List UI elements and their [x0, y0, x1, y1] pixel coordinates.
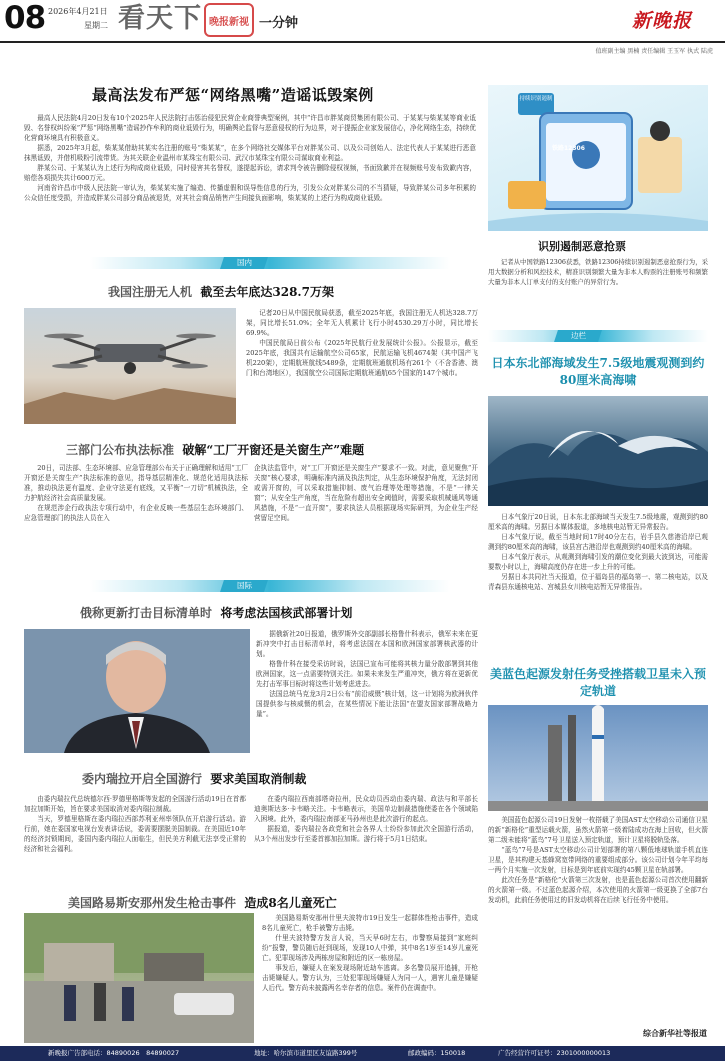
section-title: 看天下: [118, 3, 202, 34]
venezuela-paragraph: 据报道，委内瑞拉各政党和社会各界人士纷纷参加此次全国游行活动，从3个州出发步行至委首都加拉加斯。游行将于5月1日结束。: [254, 825, 478, 843]
venezuela-paragraph: 在委内瑞拉西南部塔奇拉州，民众动员西动由委内瑞、政法与和平部长迪奥斯达多·卡韦略关注。卡韦略表示，美国单边制裁措施使委在各个领域陷入困境。此外，委内瑞拉南部亚马孙州也是此次游行的起点。: [254, 795, 478, 823]
rocket-paragraph: “蓝鸟”7号是AST太空移动公司计划部署的第八颗低地球轨道手机直连卫星，是其构建天基蜂窝宽带网络的重要组成部分。该公司计划今年平均每一两个月实施一次发射，目标是到年底前实现约45颗卫星在轨部署。: [488, 846, 708, 874]
factory-headline-lead: 三部门公布执法标准: [66, 443, 175, 457]
factory-body-col1: [24, 463, 248, 559]
ticket-illustration: [488, 85, 708, 231]
drone-headline-main: 截至去年底达328.7万架: [200, 285, 334, 299]
illustration-phone-text: 铁路12306: [552, 145, 585, 152]
russia-paragraph: 据俄新社20日报道，俄罗斯外交部副部长格鲁什科表示，俄军未来在更新冲突中打击目标清单时，将考虑法国在本国和欧洲国家部署核武器的计划。: [256, 630, 478, 658]
wave-illustration: [488, 396, 708, 506]
venezuela-body-col1: [24, 794, 246, 880]
lead-paragraph: 最高人民法院4月20日发布10个2025年人民法院打击惩治侵犯民营企业商誉典型案例，其中“许昌市胖某商贸集团有限公司、于某某与柴某某等商业诋毁、名誉权纠纷案”严惩“网络黑嘴”造谣抄作牟利的商业诋毁行为，明确舆论监督与恶意侵权的行为边界，对于提振企业家发展信心，净化网络生态，持续优化营商环境具有积极意义。: [24, 114, 476, 142]
weekday: 星期二: [84, 21, 108, 30]
tsunami-paragraph: 日本气象厅说，截至当地时间17时40分左右，岩手县久慈港沿岸已观测到约80厘米高的海啸，该县宫古港沿岸也观测到约40厘米高的海啸。: [488, 533, 708, 551]
footer-address: 地址：哈尔滨市道里区友谊路399号: [254, 1049, 358, 1057]
factory-paragraph: 企执法监管中，对“工厂开窗还是关窗生产”要求不一致。对此，意见聚焦“开关窗”核心要求，明确标准内涵及执法判定，从生态环境保护角度，无法封闭或需开窗的，可以采取措施抑制、废气治理等处理等措施，不是“一律关窗”；从安全生产角度，当在危险有超出安全阈值时，需要采取机械通风等通风措施，不是“一直开窗”，要求执法人员根据现场实际研判，为企业生产经营留足空间。: [254, 464, 478, 522]
tag-sidebar: 边栏: [554, 330, 602, 342]
shooting-paragraph: 什里夫波特警方发言人说，当天早6时左右，市警察局接到“家庭纠纷”报警，警员随后赶到现场，发现10人中弹，其中8名1岁至14岁儿童死亡。犯罪现场涉及两栋房屋和附近的区一栋房屋。: [262, 934, 478, 962]
shooting-headline-lead: 美国路易斯安那州发生枪击事件: [68, 896, 237, 910]
footer-license: 广告经营许可证号：2301000000013: [498, 1049, 611, 1057]
ticket-paragraph: 记者从中国铁路12306获悉，铁路12306持续识别遏制恶意抢票行为，采用大数据分析和风控技术，精准识别频繁大量为非本人购票的注册账号和频繁大量为非本人订单支付的支付账户的异常行为。: [488, 258, 708, 286]
venezuela-paragraph: 由委内瑞拉代总统德尔西·罗德里格斯等发起的全国游行活动19日在首都加拉加斯开始，旨在要求美国取消对委内瑞拉制裁。: [24, 795, 246, 813]
rocket-headline: 美蓝色起源发射任务受挫搭载卫星未入预定轨道: [489, 667, 706, 698]
drone-paragraph: 记者20日从中国民航局获悉，截至2025年底，我国注册无人机达328.7万架，同比增长51.0%；全年无人机累计飞行小时4530.29万小时，同比增长69.9%。: [246, 309, 478, 337]
rocket-icon: [488, 705, 708, 811]
factory-paragraph: 20日，司法部、生态环境部、应急管理部公布关于正确理解和适用“工厂开窗还是关窗生产”执法标准的意见，指导基层精准化、规范化适用执法标准，推动执法更有温度、企业守法更有底线，又平衡“一刀切”机械执法，全力护航经济社会高质量发展。: [24, 464, 248, 502]
seal-logo: [204, 3, 254, 37]
russia-paragraph: 格鲁什科在接受采访时说，法国已宣布可能将其核力量分散部署到其他欧洲国家，这一点需要特别关注。如果未来发生严重冲突，俄方将在更新优先打击军事目标时将这些计划考虑进去。: [256, 660, 478, 688]
factory-paragraph: 在规范涉企行政执法专项行动中，有企业反映一些基层生态环境部门、应急管理部门的执法人员在入: [24, 504, 248, 522]
issue-date: 2026年4月21日: [48, 7, 108, 16]
russia-paragraph: 法国总统马克龙3月2日公布“前沿威慑”核计划，这一计划将为欧洲伙伴国提供参与核威慑的机会，在某些情况下能让法国“在盟友国家部署战略力量”。: [256, 690, 478, 718]
drone-headline-lead: 我国注册无人机: [108, 285, 193, 299]
footer-postcode: 邮政编码：150018: [408, 1049, 466, 1057]
drone-body: [246, 308, 478, 423]
crime-scene-illustration: [24, 913, 254, 1043]
editors-line: 值班副主编 黑楠 责任编辑 王玉军 执式 陆虎: [595, 48, 713, 55]
venezuela-body-col2: [254, 794, 478, 880]
russia-headline-lead: 俄称更新打击目标清单时: [80, 606, 213, 620]
domestic-band: [90, 257, 450, 269]
subsection-title: 一分钟: [259, 16, 299, 31]
ticket-body: [488, 257, 708, 307]
drone-headline: [108, 283, 334, 300]
credit-line: 综合新华社等报道: [643, 1029, 707, 1038]
russia-body: [256, 629, 478, 753]
factory-headline-main: 破解“工厂开窗还是关窗生产”难题: [182, 443, 365, 457]
russia-photo: [24, 629, 250, 753]
shooting-headline-main: 造成8名儿童死亡: [244, 896, 337, 910]
russia-headline-main: 将考虑法国核武部署计划: [220, 606, 353, 620]
tsunami-paragraph: 日本气象厅表示，从观测到海啸引发的潮位变化到最大波到达，可能需要数小时以上，海啸高度仍存在进一步上升的可能。: [488, 553, 708, 571]
venezuela-headline-main: 要求美国取消制裁: [210, 772, 307, 786]
lead-paragraph: 河南省许昌市中级人民法院一审认为，柴某某实施了编造、传播虚假和误导性信息的行为，引发公众对胖某公司的不当猜疑，导致胖某公司多年积累的公众信任度受损，并造成胖某公司部分商品被退货，对其社会商品销售产生间接负面影响，柴某某的上述行为构成商业诋毁。: [24, 184, 476, 202]
venezuela-headline-lead: 委内瑞拉开启全国游行: [82, 772, 203, 786]
shooting-body: [262, 913, 478, 1041]
illustration-label: 持续识别遏制: [519, 96, 553, 102]
lead-headline: 最高法发布严惩“网络黑嘴”造谣诋毁案例: [92, 86, 374, 104]
ticket-headline: 识别遏制恶意抢票: [538, 240, 626, 253]
footer-bar: [0, 1046, 725, 1061]
tsunami-photo: [488, 396, 708, 506]
lead-paragraph: 据悉，2025年3月起，柴某某借助其某实名注册的账号“柴某某”，在多个网络社交媒体平台对胖某公司、以及公司创始人、法定代表人于某某进行恶意抹黑诋毁，并借机吸粉引流带货。为其关联企业温州市某珠宝有限公司、武汉市某珠宝有限公司谋取商业利益。: [24, 144, 476, 162]
footer-ad-phone: 新晚报广告部电话：84890026 84890027: [48, 1049, 180, 1057]
drone-paragraph: 中国民航局日前公布《2025年民航行业发展统计公报》。公报显示，截至2025年底，我国共有运输航空公司65家，民航运输飞机4674架（其中国产飞机220架），定期航班航线5489条，定期航班通航机场有261个（不含香港、澳门和台湾地区），我国航空公司国际定期航班通航65个国家的147个城市。: [246, 339, 478, 377]
factory-headline: [66, 441, 364, 458]
tsunami-headline: 日本东北部海域发生7.5级地震观测到约80厘米高海啸: [491, 356, 705, 387]
shooting-photo: [24, 913, 254, 1043]
official-portrait: [24, 629, 250, 753]
international-band: [90, 580, 450, 592]
tsunami-body: [488, 512, 708, 646]
lead-paragraph: 胖某公司、于某某认为上述行为构成商业诋毁，同时侵害其名誉权，遂提起诉讼，请求判令被告删除侵权视频，书面致歉并在视频账号发布致歉内容，赔偿各项损失共计600万元。: [24, 164, 476, 182]
tag-international: 国际: [220, 580, 268, 592]
rocket-photo: [488, 705, 708, 811]
newspaper-logo: 新晚报: [632, 10, 693, 32]
page-number: 08: [4, 0, 46, 36]
drone-icon: [24, 308, 236, 424]
rocket-paragraph: 美国蓝色起源公司19日发射一枚搭载了美国AST太空移动公司通信卫星的新“新格伦”重型运载火箭，虽然火箭第一级着陆成功在海上回收，但火箭第二级未能将“蓝鸟”7号卫星送入预定轨道，预计卫星将脱轨坠落。: [488, 816, 708, 844]
tsunami-paragraph: 另据日本共同社当天报道，位于福岛县的福岛第一、第二核电站，以及青森县东通核电站、宫城县女川核电站暂无异常报告。: [488, 573, 708, 591]
seal-text: 晚报新视: [209, 16, 249, 28]
lead-body: [24, 113, 476, 251]
russia-headline: [80, 604, 352, 621]
header-rule: [0, 41, 725, 43]
rocket-paragraph: 此次任务是“新格伦”火箭第三次发射，也是蓝色起源公司首次使用翻新的火箭第一级。不过蓝色起源介绍，本次使用的火箭第一级更换了全部7台发动机，此前任务使用过的旧发动机将在后续飞行任务中使用。: [488, 876, 708, 904]
factory-body-col2: [254, 463, 478, 559]
phone-illustration: [488, 85, 708, 231]
shooting-headline: [68, 894, 337, 911]
tsunami-paragraph: 日本气象厅20日说，日本东北部海域当天发生7.5级地震，观测到约80厘米高的海啸。另据日本媒体报道，多地核电站暂无异常报告。: [488, 513, 708, 531]
drone-photo: [24, 308, 236, 424]
venezuela-paragraph: 当天，罗德里格斯在委内瑞拉西部苏利亚州率领队伍开启游行活动。游行前，她在委国家电视台发表讲话说，委需要摆脱美国制裁。在美国近10年的经济封锁期间，委国内委内瑞拉人面临生，但民美方利截无法享受正常的经济和社会福利。: [24, 815, 246, 853]
shooting-paragraph: 美国路易斯安那州什里夫波特市19日发生一起群体性枪击事件，造成8名儿童死亡，枪手被警方击毙。: [262, 914, 478, 932]
venezuela-headline: [82, 770, 306, 787]
tag-domestic: 国内: [220, 257, 268, 269]
shooting-paragraph: 事发后，嫌疑人在案发现场附近劫车逃离。多名警员展开追捕，开枪击毙嫌疑人。警方认为，三处犯罪现场嫌疑人为同一人，遇害儿童是嫌疑人后代。警方尚未披露两名幸存者的信息。案件仍在调查中。: [262, 964, 478, 992]
rocket-body: [488, 815, 708, 1015]
